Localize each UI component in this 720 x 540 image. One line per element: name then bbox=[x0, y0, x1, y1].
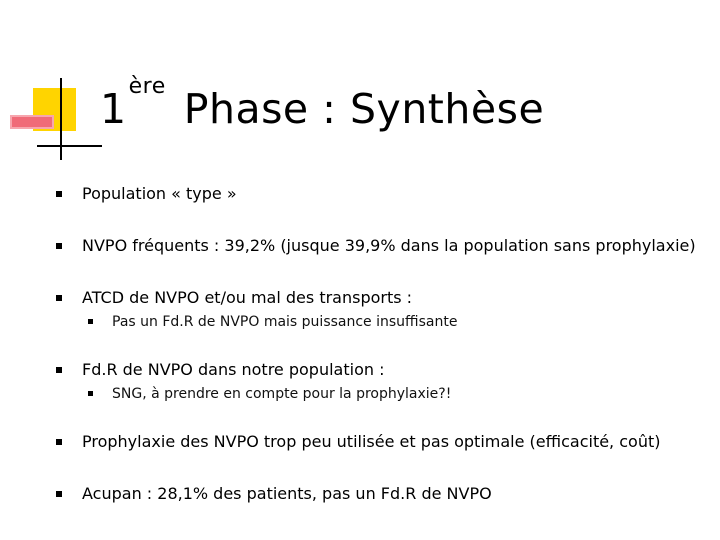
title-text: Phase : Synthèse bbox=[183, 85, 545, 133]
bullet-text: Acupan : 28,1% des patients, pas un Fd.R de NVPO bbox=[82, 484, 492, 503]
bullet-text: ATCD de NVPO et/ou mal des transports : bbox=[82, 288, 413, 307]
sub-bullet-text: SNG, à prendre en compte pour la prophylaxie?! bbox=[112, 386, 452, 402]
title-superscript: ère bbox=[128, 74, 166, 99]
sub-bullet-item bbox=[88, 312, 457, 332]
sub-bullet-item bbox=[88, 384, 451, 404]
bullet-item bbox=[56, 483, 492, 505]
sub-bullet-text: Pas un Fd.R de NVPO mais puissance insuffisante bbox=[112, 314, 458, 330]
bullet-text: Fd.R de NVPO dans notre population : bbox=[82, 360, 385, 379]
bullet-item bbox=[56, 183, 237, 205]
title-number: 1 bbox=[100, 85, 127, 133]
bullet-item bbox=[56, 287, 412, 309]
bullet-item bbox=[56, 359, 384, 381]
decorative-logo bbox=[0, 0, 100, 170]
square-bullet-icon bbox=[56, 367, 62, 373]
red-bar bbox=[10, 115, 54, 129]
square-bullet-icon bbox=[56, 439, 62, 445]
square-bullet-icon bbox=[56, 243, 62, 249]
square-bullet-icon bbox=[56, 191, 62, 197]
bullet-text: Population « type » bbox=[82, 184, 237, 203]
bullet-item bbox=[56, 431, 660, 453]
square-bullet-icon bbox=[88, 319, 93, 324]
bullet-text: NVPO fréquents : 39,2% (jusque 39,9% dans la population sans prophylaxie) bbox=[82, 236, 696, 255]
slide-title bbox=[100, 74, 545, 138]
square-bullet-icon bbox=[56, 491, 62, 497]
bullet-text: Prophylaxie des NVPO trop peu utilisée et pas optimale (efficacité, coût) bbox=[82, 432, 661, 451]
square-bullet-icon bbox=[56, 295, 62, 301]
vertical-line bbox=[60, 78, 62, 160]
square-bullet-icon bbox=[88, 391, 93, 396]
horizontal-line bbox=[37, 145, 102, 147]
bullet-item bbox=[56, 235, 696, 257]
